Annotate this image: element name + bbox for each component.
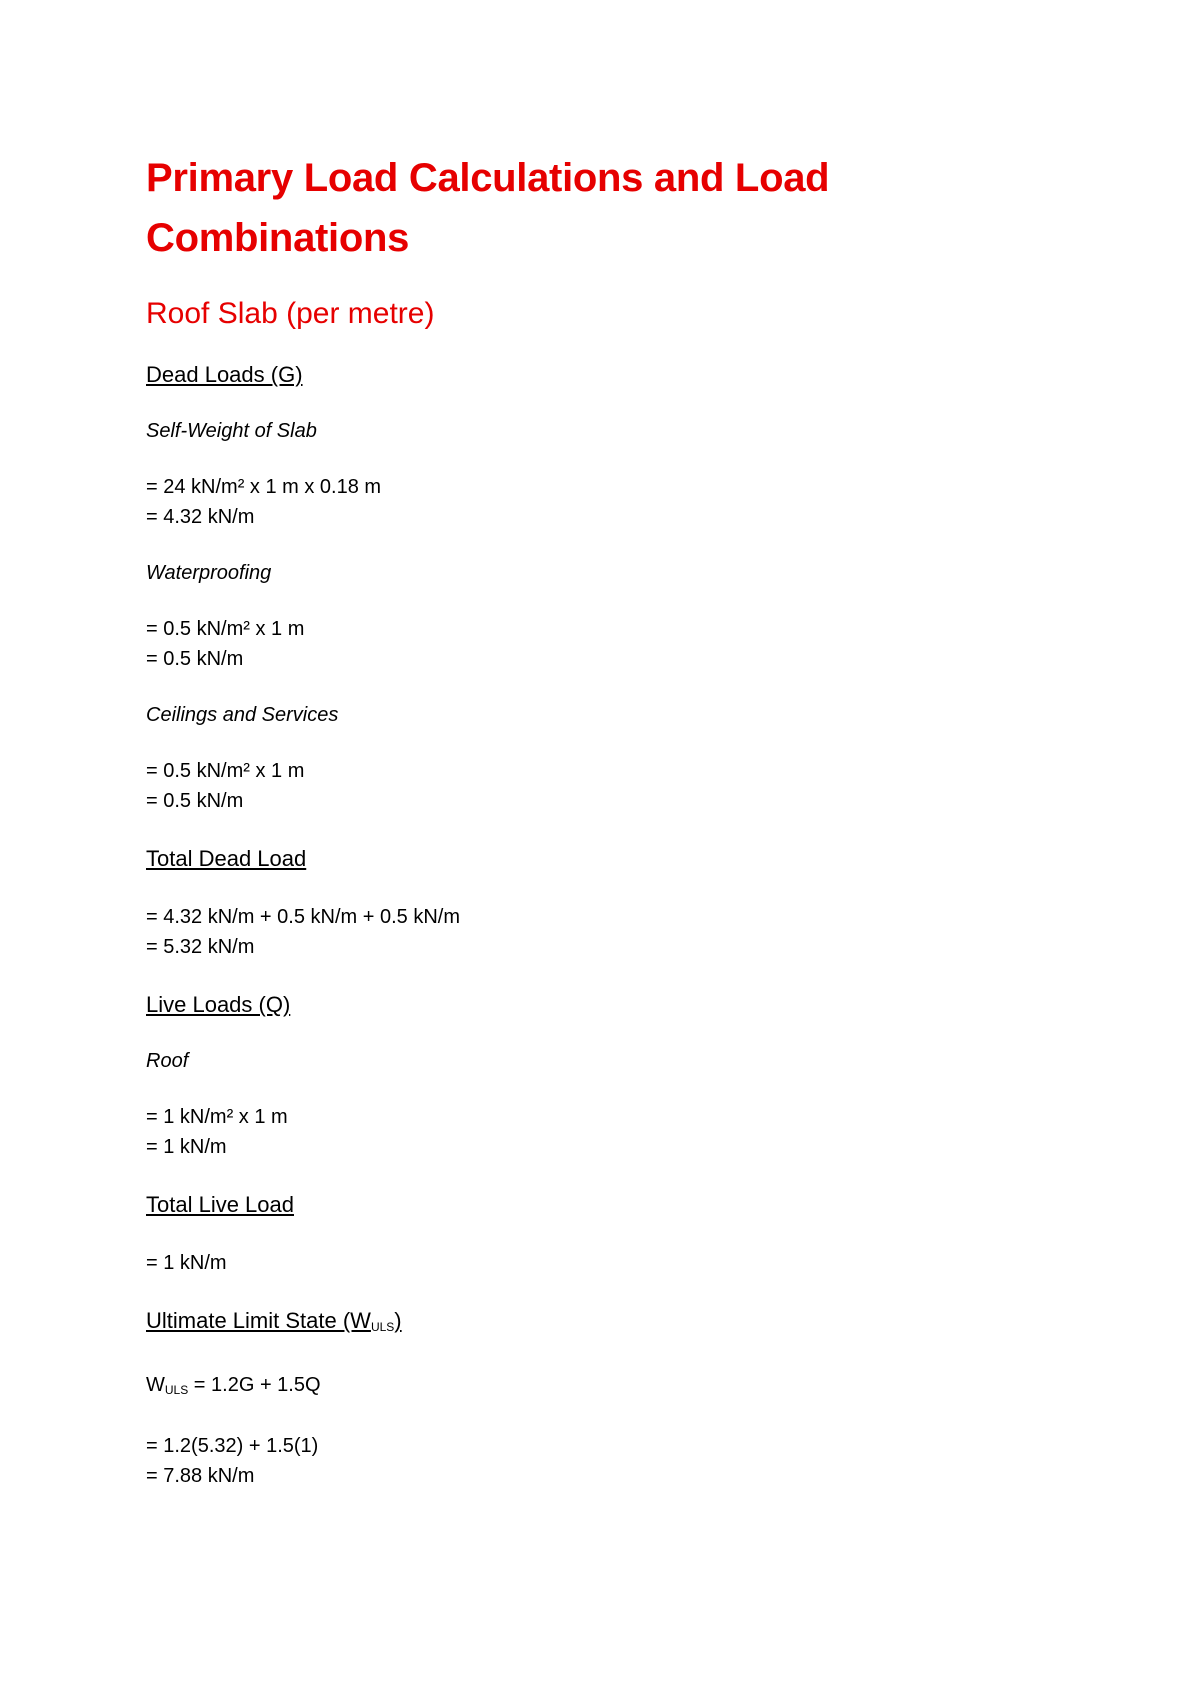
- total-dead-calc: = 4.32 kN/m + 0.5 kN/m + 0.5 kN/m: [146, 906, 461, 928]
- uls-formula-w: W: [146, 1374, 165, 1396]
- page-title: [146, 148, 1066, 268]
- total-dead-heading: Total Dead Load: [146, 846, 307, 871]
- live-loads-heading: Live Loads (Q): [146, 992, 291, 1017]
- roof-label: Roof: [146, 1050, 189, 1072]
- total-dead-result: = 5.32 kN/m: [146, 936, 255, 958]
- uls-formula-subscript: ULS: [164, 1383, 189, 1397]
- uls-heading-close: ): [394, 1308, 402, 1333]
- total-live-heading: Total Live Load: [146, 1192, 294, 1217]
- dead-loads-heading: Dead Loads (G): [146, 362, 303, 387]
- waterproofing-label: Waterproofing: [146, 562, 272, 584]
- self-weight-label: Self-Weight of Slab: [146, 420, 317, 442]
- self-weight-calc: = 24 kN/m² x 1 m x 0.18 m: [146, 476, 382, 498]
- title-line-2: Combinations: [146, 216, 410, 260]
- ceilings-result: = 0.5 kN/m: [146, 790, 244, 812]
- uls-formula-rest: = 1.2G + 1.5Q: [188, 1374, 321, 1396]
- uls-heading: [146, 1306, 1066, 1342]
- uls-formula: [146, 1370, 1066, 1405]
- uls-calc: = 1.2(5.32) + 1.5(1): [146, 1435, 319, 1457]
- ceilings-calc: = 0.5 kN/m² x 1 m: [146, 760, 305, 782]
- ceilings-label: Ceilings and Services: [146, 704, 339, 726]
- total-live-result: = 1 kN/m: [146, 1252, 227, 1274]
- waterproofing-result: = 0.5 kN/m: [146, 648, 244, 670]
- uls-result: = 7.88 kN/m: [146, 1465, 255, 1487]
- section-title: Roof Slab (per metre): [146, 297, 435, 330]
- waterproofing-calc: = 0.5 kN/m² x 1 m: [146, 618, 305, 640]
- roof-calc: = 1 kN/m² x 1 m: [146, 1106, 288, 1128]
- title-line-1: Primary Load Calculations and Load: [146, 156, 830, 200]
- document-content: [146, 148, 1066, 1491]
- roof-result: = 1 kN/m: [146, 1136, 227, 1158]
- uls-heading-subscript: ULS: [370, 1320, 395, 1334]
- self-weight-result: = 4.32 kN/m: [146, 506, 255, 528]
- uls-heading-text: Ultimate Limit State (W: [146, 1308, 371, 1333]
